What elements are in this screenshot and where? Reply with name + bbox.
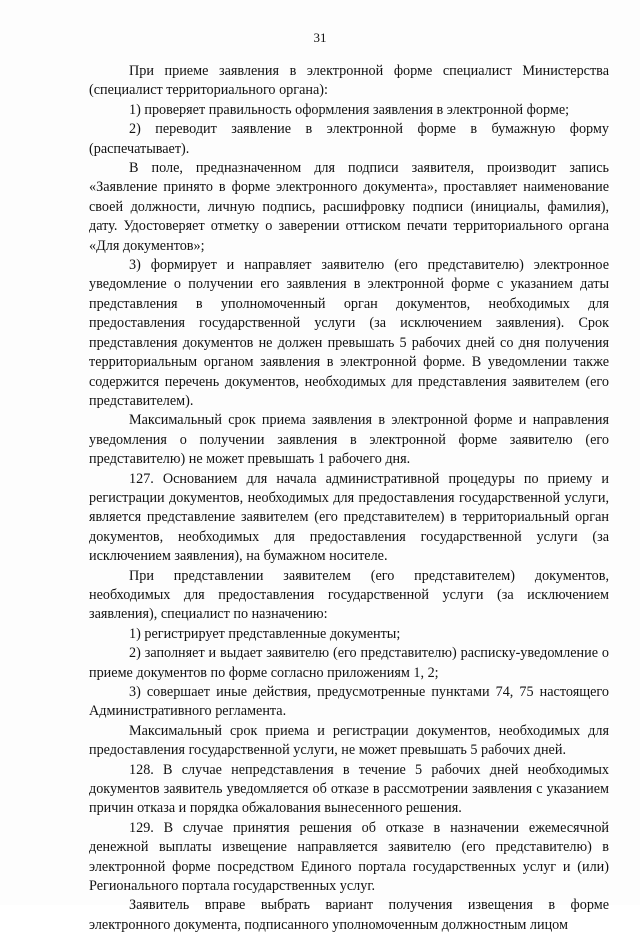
paragraph: 128. В случае непредставления в течение 5 рабочих дней необходимых документов заявитель уведомляется об отказе в рассмотрении заявления с указанием причин отказа и порядка обжалования вынесенного решения. xyxy=(89,761,609,817)
paragraph: 127. Основанием для начала административной процедуры по приему и регистрации документов, необходимых для предоставления государственной услуги, является представление заявителем (его представителем) в территориальный орган документов, необходимых для предоставления государственной услуги (за исключением заявления), на бумажном носителе. xyxy=(89,470,609,565)
paragraph: 1) регистрирует представленные документы; xyxy=(129,625,401,642)
paragraph: 129. В случае принятия решения об отказе в назначении ежемесячной денежной выплаты извещение направляется заявителю (его представителю) в электронной форме посредством Единого портала государственных услуг и (или) Регионального портала государственных услуг. xyxy=(89,819,609,895)
paragraph: При приеме заявления в электронной форме специалист Министерства (специалист территориального органа): xyxy=(89,63,609,99)
paragraph: В поле, предназначенном для подписи заявителя, производит запись «Заявление принято в форме электронного документа», проставляет наименование своей должности, личную подпись, расшифровку подписи (инициалы, фамилия), дату. Удостоверяет отметку о заверении оттиском печати территориального органа «Для документов»; xyxy=(89,160,609,254)
page-number: 31 xyxy=(313,30,327,45)
paragraph: 2) заполняет и выдает заявителю (его представителю) расписку-уведомление о приеме документов по форме согласно приложениям 1, 2; xyxy=(89,645,609,681)
paragraph: При представлении заявителем (его представителем) документов, необходимых для предоставления государственной услуги (за исключением заявления), специалист по назначению: xyxy=(89,567,609,623)
paragraph: 2) переводит заявление в электронной форме в бумажную форму (распечатывает). xyxy=(89,121,609,157)
paragraph: 1) проверяет правильность оформления заявления в электронной форме; xyxy=(129,101,570,118)
paragraph: 3) формирует и направляет заявителю (его представителю) электронное уведомление о получении его заявления в электронной форме с указанием даты представления в уполномоченный орган документов, необходимых для предоставления государственной услуги (за исключением заявления). Срок представления документов не должен превышать 5 рабочих дней со дня получения территориальным органом заявления в электронной форме. В уведомлении также содержится перечень документов, необходимых для представления заявителем (его представителем). xyxy=(89,257,609,409)
paragraph: Заявитель вправе выбрать вариант получения извещения в форме электронного документа, подписанного уполномоченным должностным лицом xyxy=(89,897,609,933)
paragraph: Максимальный срок приема заявления в электронной форме и направления уведомления о получении заявления в электронной форме заявителю (его представителю) не может превышать 1 рабочего дня. xyxy=(89,412,609,468)
document-body xyxy=(89,62,609,935)
paragraph: 3) совершает иные действия, предусмотренные пунктами 74, 75 настоящего Административного регламента. xyxy=(89,684,609,720)
paragraph: Максимальный срок приема и регистрации документов, необходимых для предоставления государственной услуги, не может превышать 5 рабочих дней. xyxy=(89,722,609,759)
